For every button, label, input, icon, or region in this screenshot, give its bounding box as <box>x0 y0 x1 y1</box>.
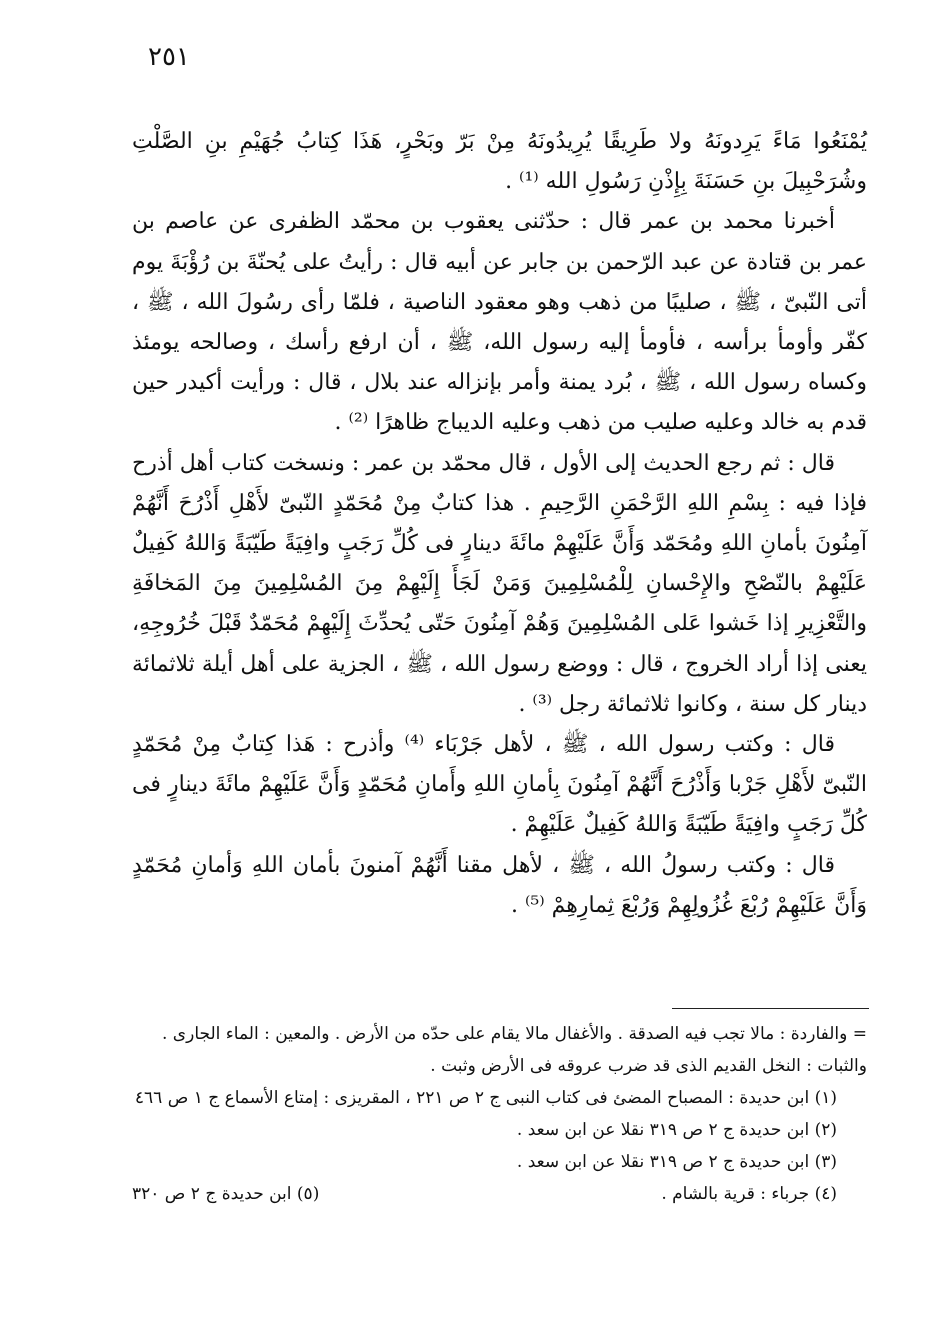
footnote-3: (٣) ابن حديدة ج ٢ ص ٣١٩ نقلا عن ابن سعد . <box>516 1152 837 1172</box>
paragraph-1: يُمْنَعُوا مَاءً يَرِدونَهُ ولا طَرِيقًا يُرِيدُونَهُ مِنْ بَرّ وبَحْرٍ، هَذَا كِتابُ جُهَيْمِ بنِ الصَّلْتِ وشُرَحْبِيلَ بنِ حَسَنَةَ بِإِذْنِ رَسُولِ الله ⁽¹⁾ . <box>132 129 867 195</box>
footnote-4: (٤) جرباء : قرية بالشام . <box>661 1184 837 1204</box>
footnote-5: (٥) ابن حديدة ج ٢ ص ٣٢٠ <box>132 1184 320 1204</box>
footnote-1: (١) ابن حديدة : المصباح المضئ فى كتاب النبى ج ٢ ص ٢٢١ ، المقريزى : إمتاع الأسماع ج ١ ص ٤٦٦ <box>134 1088 837 1108</box>
footnote-continuation-2: والثبات : النخل القديم الذى قد ضرب عروقه فى الأرض وثبت . <box>430 1056 867 1076</box>
paragraph-3: قال : ثم رجع الحديث إلى الأول ، قال محمّد بن عمر : ونسخت كتاب أهل أذرح فإذا فيه : بِسْمِ اللهِ الرَّحْمَنِ الرَّحِيمِ . هذا كتابٌ مِنْ مُحَمّدٍ النّبىّ لأَهْلِ أَذْرُحَ أَنَّهُمْ آمِنُونَ بأمانِ اللهِ ومُحَمّد وَأَنَّ عَلَيْهِمْ مائَةَ دينارٍ فى كُلِّ رَجَبٍ وافِيَةً طَيّبَةً وَاللهُ كَفِيلٌ عَلَيْهِمْ بالنّصْحِ والإِحْسانِ لِلْمُسْلِمِينَ وَمَنْ لَجَأَ إِلَيْهِمْ مِنَ المُسْلِمِينَ مِنَ المَخافَةِ والتَّعْزِيرِ إذا خَشوا عَلى المُسْلِمِينَ وَهُمْ آمِنُونَ حَتّى يُحدِّثَ إِلَيْهِمْ مُحَمّدٌ قَبْلَ خُرُوجِهِ، يعنى إذا أراد الخروج ، قال : ووضع رسول الله ، ﷺ ، الجزية على أهل أيلة ثلاثمائة دينار كل سنة ، وكانوا ثلاثمائة رجل ⁽³⁾ . <box>132 450 867 717</box>
paragraph-2: أخبرنا محمد بن عمر قال : حدّثنى يعقوب بن محمّد الظفرى عن عاصم بن عمر بن قتادة عن عبد الرّحمن بن جابر عن أبيه قال : رأيتُ على يُحنّةَ بن رُؤْبَةَ يوم أتى النّبىّ ، ﷺ ، صليبًا من ذهب وهو معقود الناصية ، فلمّا رأى رسُولَ الله ، ﷺ ، كفّر وأومأ برأسه ، فأومأ إليه رسول الله، ﷺ ، أن ارفع رأسك ، وصالحه يومئذ وكساه رسول الله ، ﷺ ، بُرد يمنة وأمر بإنزاله عند بلال ، قال : ورأيت أكيدر حين قدم به خالد وعليه صليب من ذهب وعليه الديباج ظاهرًا ⁽²⁾ . <box>132 209 867 436</box>
footnote-row-last <box>132 1178 867 1210</box>
paragraph-5: قال : وكتب رسولُ الله ، ﷺ ، لأهل مقنا أَنَّهُمْ آمنونَ بأمان اللهِ وَأمانِ مُحَمّدٍ وَأَنَّ عَلَيْهِمْ رُبْعَ غُزُولِهِمْ وَرُبْعَ ثِمارِهِمْ ⁽⁵⁾ . <box>132 852 867 918</box>
page-number: ٢٥١ <box>148 42 190 72</box>
footnote-2: (٢) ابن حديدة ج ٢ ص ٣١٩ نقلا عن ابن سعد . <box>516 1120 837 1140</box>
footnote-continuation-1: = والفاردة : مالا تجب فيه الصدقة . والأغفال مالا يقام على حدّه من الأرض . والمعين : الماء الجارى . <box>162 1024 867 1044</box>
paragraph-4: قال : وكتب رسول الله ، ﷺ ، لأهل جَرْبَاء ⁽⁴⁾ وأذرح : هَذا كِتابٌ مِنْ مُحَمّدٍ النّبىّ لأَهْلِ جَرْبا وَأَذْرُحَ أَنَّهُمْ آمِنُونَ بِأمانِ اللهِ وأَمانِ مُحَمّدٍ وَأَنَّ عَلَيْهِمْ مائَةَ دينارٍ فى كُلِّ رَجَبٍ وافِيَةً طَيّبَةً وَاللهُ كَفِيلٌ عَلَيْهِمْ . <box>132 732 867 838</box>
main-text <box>132 122 867 926</box>
footnotes <box>132 1018 867 1210</box>
footnote-separator <box>672 1008 869 1009</box>
